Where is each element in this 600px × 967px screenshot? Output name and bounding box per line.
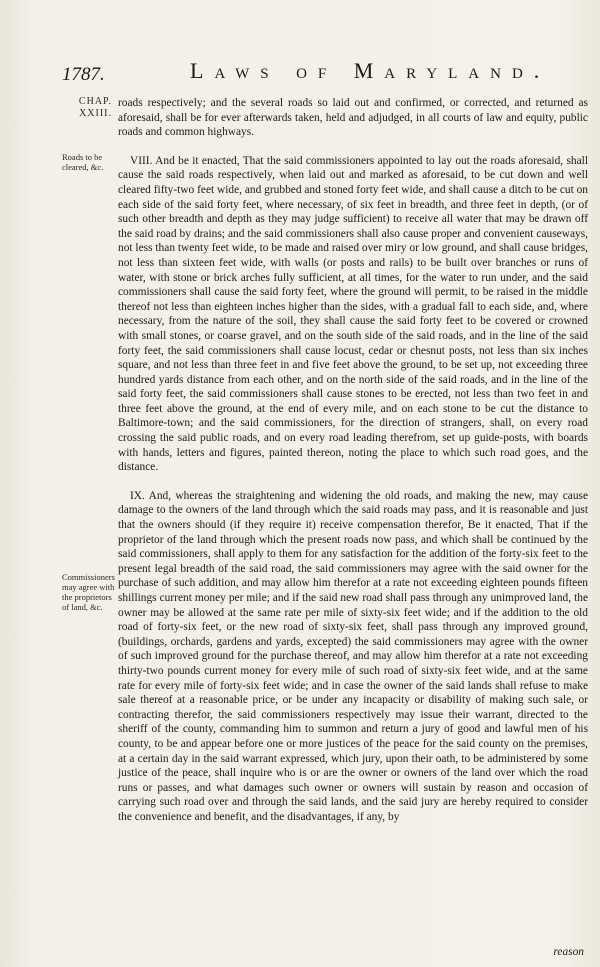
section-ix: IX. And, whereas the straightening and widening the old roads, and making the new, may cause damage to the owners of the land through which the said roads may pass, and it is reasonable and just that the owners should (if they require it) receive compensation therefor, Be it enacted, That if the proprietor of the land through which the present roads now pass, and which shall be continued by the said commissioners, shall apply to them for any satisfaction for the addition of the forty-six feet to the present legal breadth of the said road, the said commissioners may agree with the said owner for the purchase of such addition, and may allow him therefor at a rate not exceeding eighteen pounds fifteen shillings current money per mile; and if the said new road shall pass through any unimproved land, the owner may be allowed at the same rate per mile of sixty-six feet wide; and if the addition to the old road of forty-six feet, or the new road of sixty-six feet, shall pass through any improved ground, (buildings, orchards, gardens and yards, excepted) the said commissioners may agree with the owner of such improved ground for the purchase thereof, and may allow him therefor at a rate not exceeding thirty-two pounds current money for every mile of such road of sixty-six feet wide, and at the same rate for every mile of forty-six feet wide; and in case the owner of the said lands shall refuse to make sale thereof at a reasonable price, or be under any incapacity or disability of making such sale, or contracting therefor, the said commissioners respectively may issue their warrant, directed to the sheriff of the county, commanding him to summon and return a jury of good and lawful men of his county, to be and appear before one or more justices of the peace for the said county on the premises, at a certain day in the said warrant expressed, which jury, upon their oath, to be administered by some justice of the peace, shall inquire who is or are the owner or owners of the land over which the road runs or passes, and what damages such owner or owners will sustain by reason and occasion of carrying such road over and through the said lands, and the said jury are hereby required to consider the convenience and benefit, and the disadvantages, if any, by [118,489,588,823]
body-text [118,96,588,825]
margin-note-commissioners: Commissioners may agree with the proprietors of land, &c. [62,572,115,612]
chapter-note: CHAP. XXIII. [78,96,112,119]
page-year: 1787. [62,64,105,85]
page-title: Laws of Maryland. [190,58,551,83]
margin-note-roads-cleared: Roads to be cleared, &c. [62,152,104,172]
section-viii: VIII. And be it enacted, That the said commissioners appointed to lay out the roads aforesaid, shall cause the said roads respectively, when laid out and marked as aforesaid, to be cut down and well cleared fifty-two feet wide, and grubbed and stoned forty feet wide, and shall cause a ditch to be cut on each side of the said forty feet, where necessary, of six feet in breadth, and three feet in depth, (or of such other breadth and depth as they may judge sufficient) to receive all water that may be drawn off the said road by drains; and the said commissioners shall also cause proper and convenient causeways, not less than twenty feet wide, to be made and raised over miry or low ground, and shall cause bridges, not less than sixteen feet wide, with walls (or posts and rails) to be built over branches or runs of water, with stone or brick arches fully sufficient, at all times, for the water to run under, and the said commissioners shall cause the said forty feet, where the ground will permit, to be raised in the middle thereof not less than eighteen inches higher than the sides, with a gradual fall to each side, and, where necessary, from the nature of the soil, they shall cause the said forty feet to be covered or crowned with small stones, or coarse gravel, and on the south side of the said roads, and in the line of the said forty feet, the said commissioners shall cause locust, cedar or chesnut posts, not less than six inches square, and not less than three feet in and five feet above the ground, to be set up, not exceeding three hundred yards distance from each other, and on the north side of the said roads, and in the line of the said forty feet, the said commissioners shall cause stones to be erected, not less than two feet in and three feet above the ground, at the end of every mile, and on each stone to be cut the distance to Baltimore-town; and the said commissioners, for the direction of strangers, shall, on every road crossing the said public roads, and on every road leading therefrom, set up guide-posts, with boards with hands, letters and figures, painted thereon, noting the place to which such road goes, and the distance. [118,154,588,474]
running-head [62,58,590,88]
catchword: reason [553,946,584,958]
paragraph-continued: roads respectively; and the several roads so laid out and confirmed, or corrected, and returned as aforesaid, shall be for ever afterwards taken, held and adjudged, in all courts of law and equity, public roads and common highways. [118,97,588,139]
